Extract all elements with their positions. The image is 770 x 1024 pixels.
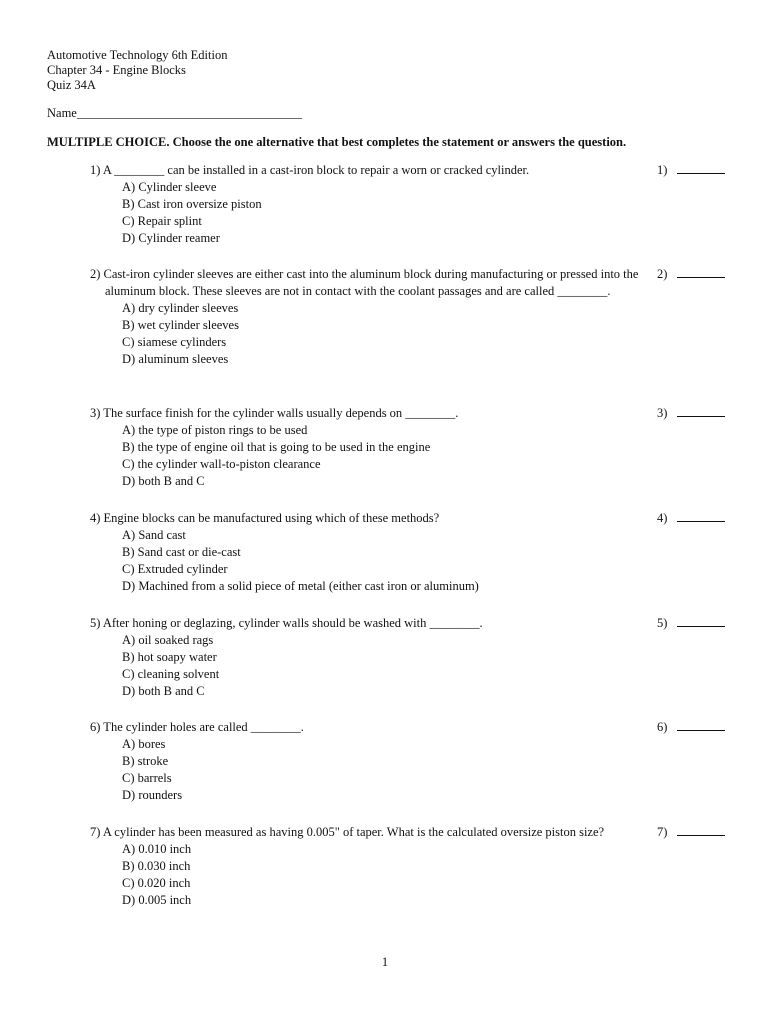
- answer-number: 1): [657, 163, 668, 177]
- question-3: [90, 405, 650, 490]
- choice-a: A) Cylinder sleeve: [122, 180, 217, 194]
- choice-b: B) Cast iron oversize piston: [122, 197, 262, 211]
- choice-c: C) Repair splint: [122, 214, 202, 228]
- answer-blank-2: [657, 266, 732, 283]
- answer-number: 4): [657, 511, 668, 525]
- answer-number: 3): [657, 406, 668, 420]
- choice-c: C) 0.020 inch: [122, 876, 191, 890]
- choice-c: C) barrels: [122, 771, 172, 785]
- page-number: 1: [381, 955, 389, 969]
- choice-c: C) the cylinder wall-to-piston clearance: [122, 457, 321, 471]
- choice-a: A) the type of piston rings to be used: [122, 423, 308, 437]
- choice-b: B) stroke: [122, 754, 169, 768]
- answer-line: [677, 824, 725, 836]
- question-1: [90, 162, 650, 247]
- choice-b: B) hot soapy water: [122, 650, 217, 664]
- answer-number: 2): [657, 267, 668, 281]
- choice-a: A) bores: [122, 737, 166, 751]
- choice-d: D) rounders: [122, 788, 183, 802]
- question-6: [90, 719, 650, 804]
- answer-line: [677, 162, 725, 174]
- answer-line: [677, 510, 725, 522]
- choice-b: B) Sand cast or die-cast: [122, 545, 241, 559]
- answer-blank-1: [657, 162, 732, 179]
- answer-blank-7: [657, 824, 732, 841]
- choice-b: B) the type of engine oil that is going to be used in the engine: [122, 440, 431, 454]
- answer-blank-4: [657, 510, 732, 527]
- question-2: [90, 266, 650, 368]
- question-7: [90, 824, 650, 909]
- quiz-title: Quiz 34A: [47, 78, 96, 92]
- answer-line: [677, 719, 725, 731]
- answer-line: [677, 266, 725, 278]
- answer-blank-5: [657, 615, 732, 632]
- choice-a: A) 0.010 inch: [122, 842, 192, 856]
- question-stem: 6) The cylinder holes are called ________.: [90, 720, 304, 734]
- choice-a: A) dry cylinder sleeves: [122, 301, 239, 315]
- answer-blank-3: [657, 405, 732, 422]
- section-instructions: MULTIPLE CHOICE. Choose the one alternative that best completes the statement or answers the question.: [47, 135, 627, 149]
- question-stem: 3) The surface finish for the cylinder walls usually depends on ________.: [90, 406, 459, 420]
- document-header: [47, 48, 227, 93]
- choice-b: B) wet cylinder sleeves: [122, 318, 239, 332]
- question-stem: 4) Engine blocks can be manufactured using which of these methods?: [90, 511, 440, 525]
- name-field: Name____________________________________: [47, 106, 302, 120]
- question-stem: 5) After honing or deglazing, cylinder walls should be washed with ________.: [90, 616, 483, 630]
- question-stem: 1) A ________ can be installed in a cast-iron block to repair a worn or cracked cylinder.: [90, 163, 530, 177]
- choice-d: D) aluminum sleeves: [122, 352, 229, 366]
- book-title: Automotive Technology 6th Edition: [47, 48, 228, 62]
- choice-d: D) Machined from a solid piece of metal (either cast iron or aluminum): [122, 579, 479, 593]
- chapter-title: Chapter 34 - Engine Blocks: [47, 63, 186, 77]
- answer-number: 5): [657, 616, 668, 630]
- choice-d: D) both B and C: [122, 684, 205, 698]
- question-5: [90, 615, 650, 700]
- choice-c: C) Extruded cylinder: [122, 562, 228, 576]
- answer-number: 7): [657, 825, 668, 839]
- choice-c: C) cleaning solvent: [122, 667, 220, 681]
- answer-line: [677, 405, 725, 417]
- choice-c: C) siamese cylinders: [122, 335, 227, 349]
- choice-d: D) both B and C: [122, 474, 205, 488]
- answer-blank-6: [657, 719, 732, 736]
- choice-a: A) oil soaked rags: [122, 633, 214, 647]
- question-stem: 2) Cast-iron cylinder sleeves are either cast into the aluminum block during manufacturing or pressed into the aluminum block. These sleeves are not in contact with the coolant passages and are called ________.: [90, 267, 639, 298]
- choice-a: A) Sand cast: [122, 528, 186, 542]
- choice-d: D) 0.005 inch: [122, 893, 192, 907]
- question-4: [90, 510, 650, 595]
- question-stem: 7) A cylinder has been measured as having 0.005" of taper. What is the calculated oversize piston size?: [90, 825, 605, 839]
- answer-line: [677, 615, 725, 627]
- answer-number: 6): [657, 720, 668, 734]
- choice-b: B) 0.030 inch: [122, 859, 191, 873]
- choice-d: D) Cylinder reamer: [122, 231, 220, 245]
